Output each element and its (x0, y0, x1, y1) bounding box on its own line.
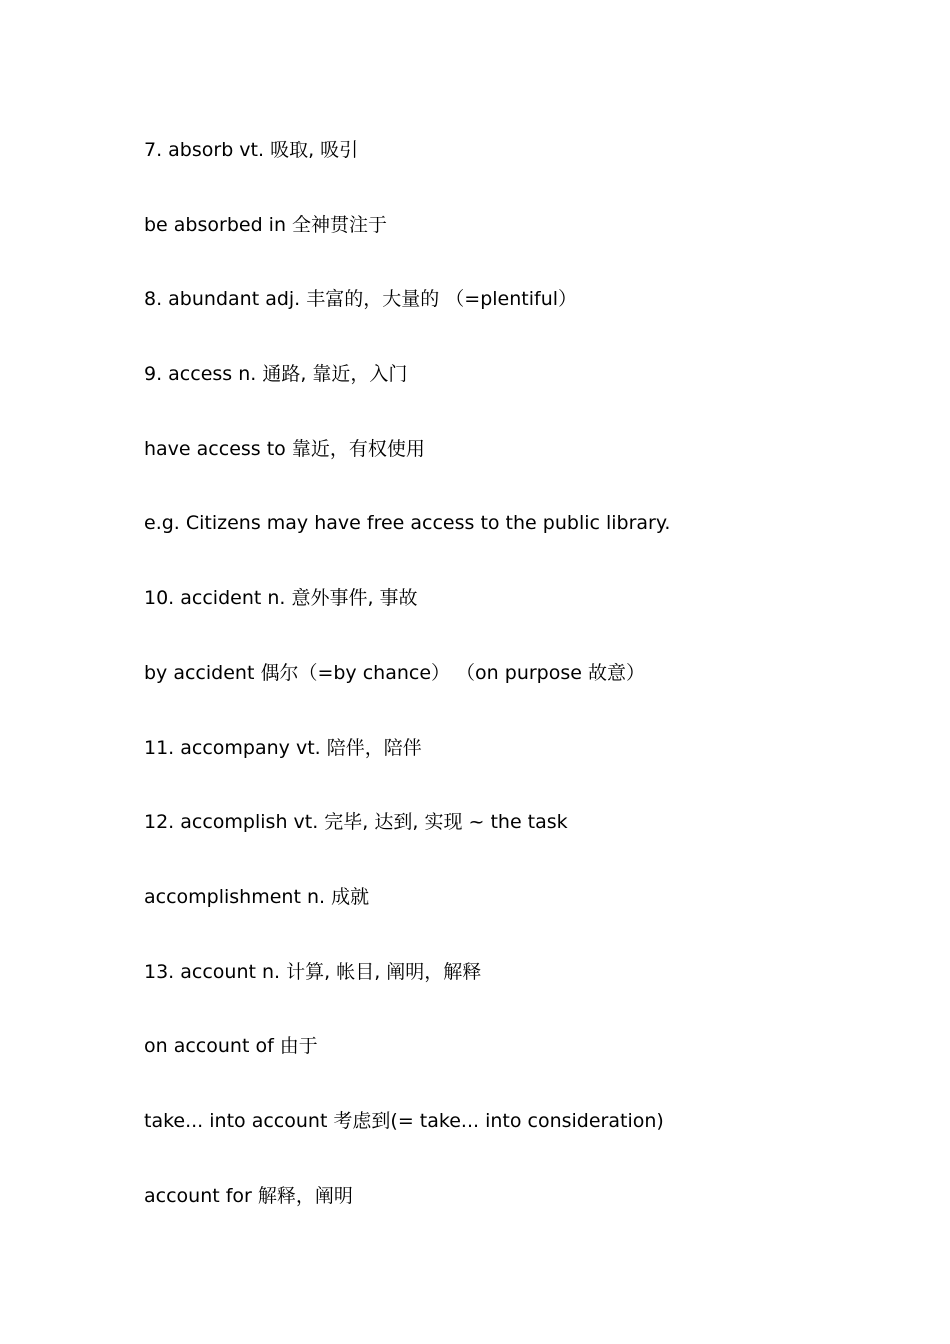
text-line: account for 解释，阐明 (144, 1184, 353, 1207)
text-line: 12. accomplish vt. 完毕, 达到, 实现 ~ the task (144, 811, 568, 834)
text-line: have access to 靠近，有权使用 (144, 437, 425, 460)
text-line: 9. access n. 通路, 靠近，入门 (144, 363, 408, 386)
text-line: 13. account n. 计算, 帐目, 阐明，解释 (144, 960, 482, 983)
vocabulary-list (144, 135, 904, 1255)
text-line: 10. accident n. 意外事件, 事故 (144, 587, 418, 610)
text-line: 8. abundant adj. 丰富的，大量的 （=plentiful） (144, 288, 578, 311)
text-line: 7. absorb vt. 吸取, 吸引 (144, 139, 359, 161)
text-line: accomplishment n. 成就 (144, 885, 370, 908)
text-line: on account of 由于 (144, 1035, 318, 1058)
text-line: take... into account 考虑到(= take... into consideration) (144, 1109, 664, 1132)
text-line: e.g. Citizens may have free access to the public library. (144, 512, 671, 535)
text-line: be absorbed in 全神贯注于 (144, 213, 388, 236)
text-line: 11. accompany vt. 陪伴，陪伴 (144, 736, 422, 759)
text-line: by accident 偶尔（=by chance） （on purpose 故意） (144, 661, 645, 684)
